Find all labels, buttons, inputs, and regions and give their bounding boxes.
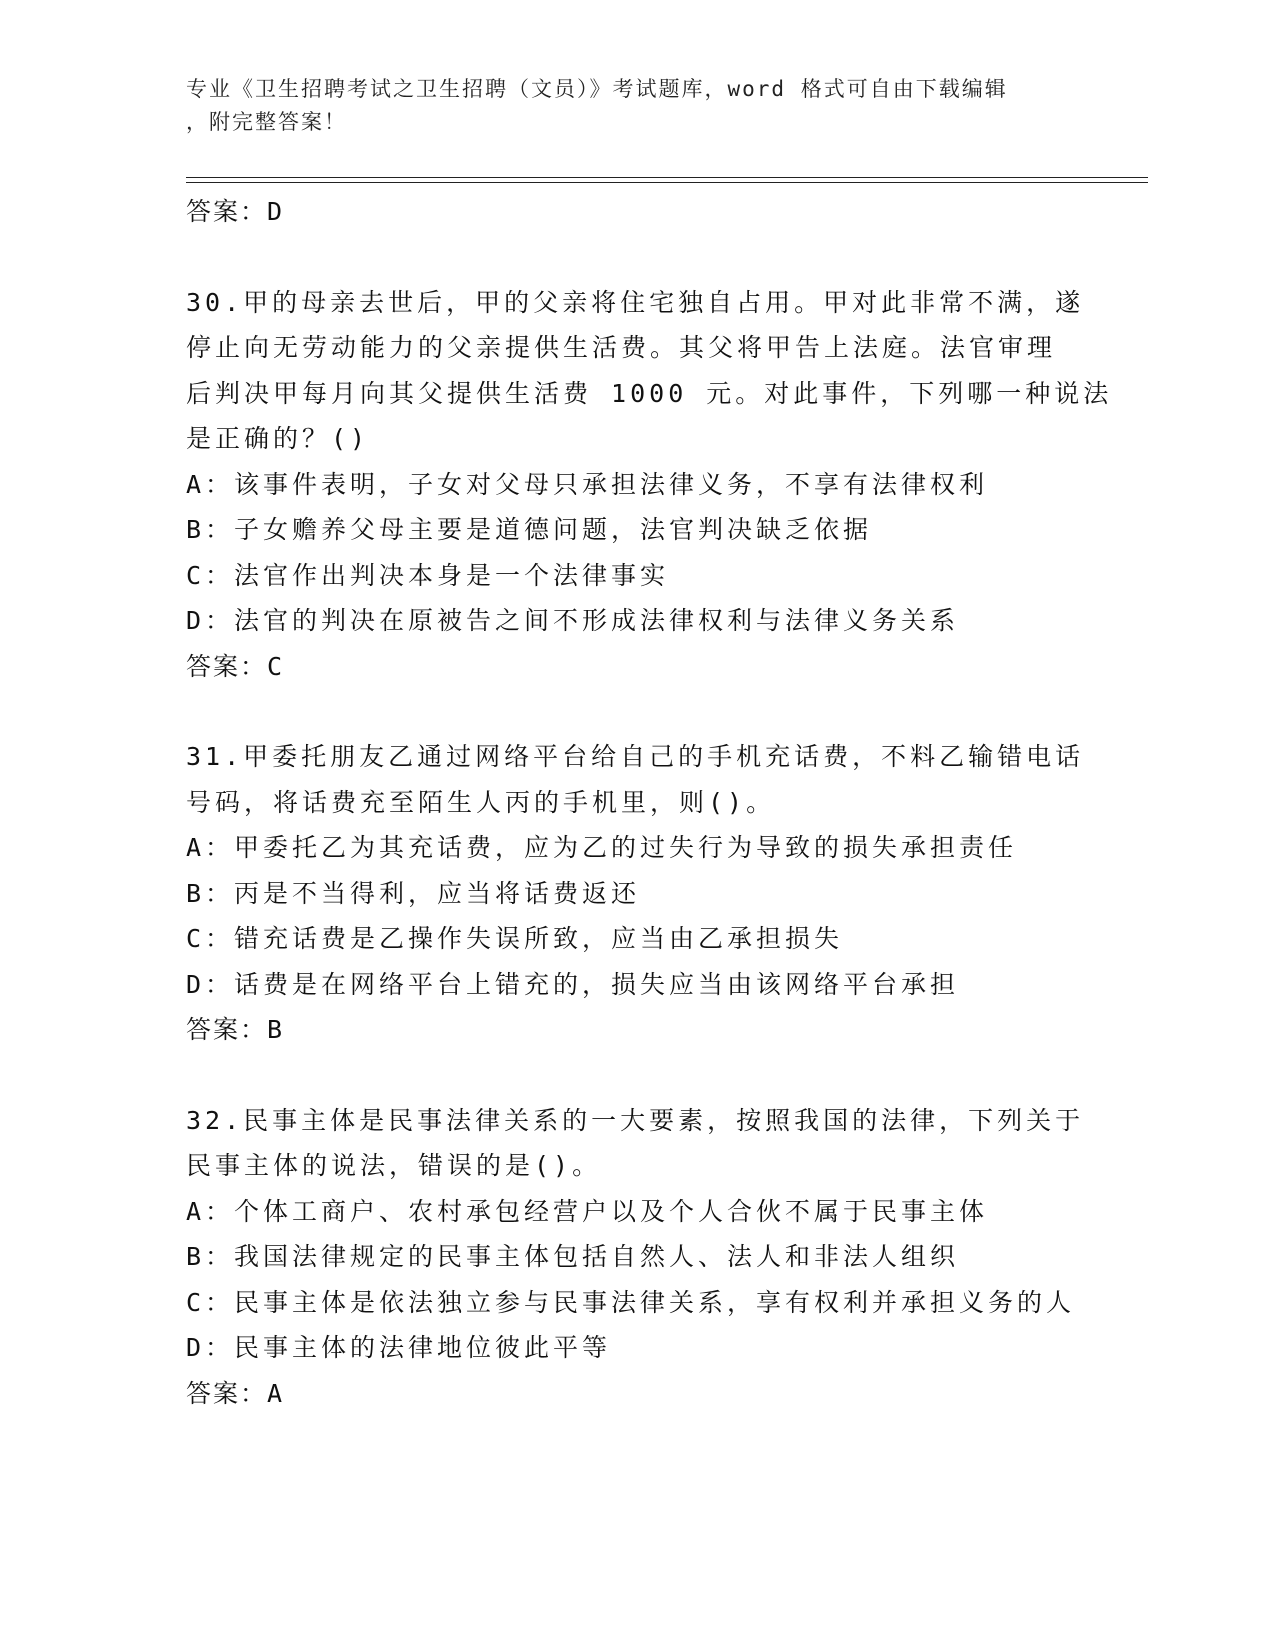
question-stem-line: 号码，将话费充至陌生人丙的手机里，则()。 xyxy=(186,787,776,817)
option-b: B：子女赡养父母主要是道德问题，法官判决缺乏依据 xyxy=(186,515,873,544)
option-c: C：民事主体是依法独立参与民事法律关系，享有权利并承担义务的人 xyxy=(186,1287,1076,1317)
option-a: A：该事件表明，子女对父母只承担法律义务，不享有法律权利 xyxy=(186,469,989,499)
spacer xyxy=(186,1053,1146,1098)
option-d: D：民事主体的法律地位彼此平等 xyxy=(186,1333,612,1362)
answer-line: 答案：C xyxy=(186,651,285,681)
question-stem-line: 停止向无劳动能力的父亲提供生活费。其父将甲告上法庭。法官审理 xyxy=(186,333,1057,362)
option-b: B：我国法律规定的民事主体包括自然人、法人和非法人组织 xyxy=(186,1242,960,1271)
option-a: A：甲委托乙为其充话费，应为乙的过失行为导致的损失承担责任 xyxy=(186,833,1018,862)
question-block xyxy=(186,280,1146,690)
option-c: C：错充话费是乙操作失误所致，应当由乙承担损失 xyxy=(186,924,844,953)
question-stem-line: 民事主体的说法，错误的是()。 xyxy=(186,1151,602,1180)
question-stem-line: 31.甲委托朋友乙通过网络平台给自己的手机充话费，不料乙输错电话 xyxy=(186,742,1085,771)
spacer xyxy=(186,235,1146,280)
option-c: C：法官作出判决本身是一个法律事实 xyxy=(186,560,670,590)
option-d: D：法官的判决在原被告之间不形成法律权利与法律义务关系 xyxy=(186,606,960,635)
question-block xyxy=(186,734,1146,1053)
answer-line: 答案：D xyxy=(186,197,285,226)
page-header xyxy=(186,73,1086,139)
header-divider-bottom xyxy=(186,182,1148,183)
option-d: D：话费是在网络平台上错充的，损失应当由该网络平台承担 xyxy=(186,969,960,999)
question-stem-line: 32.民事主体是民事法律关系的一大要素，按照我国的法律，下列关于 xyxy=(186,1105,1085,1135)
question-stem-line: 是正确的？() xyxy=(186,424,370,453)
option-b: B：丙是不当得利，应当将话费返还 xyxy=(186,878,641,908)
header-line-2: ，附完整答案！ xyxy=(186,110,347,134)
question-stem-line: 后判决甲每月向其父提供生活费 1000 元。对此事件，下列哪一种说法 xyxy=(186,378,1113,408)
answer-line: 答案：B xyxy=(186,1015,285,1044)
question-block xyxy=(186,1098,1146,1417)
answer-line: 答案：A xyxy=(186,1378,285,1408)
header-line-1: 专业《卫生招聘考试之卫生招聘（文员）》考试题库，word 格式可自由下载编辑 xyxy=(186,77,1008,101)
question-stem-line: 30.甲的母亲去世后，甲的父亲将住宅独自占用。甲对此非常不满，遂 xyxy=(186,287,1085,317)
header-divider-top xyxy=(186,177,1148,178)
option-a: A：个体工商户、农村承包经营户以及个人合伙不属于民事主体 xyxy=(186,1196,989,1226)
spacer xyxy=(186,689,1146,734)
question-content xyxy=(186,189,1146,1416)
